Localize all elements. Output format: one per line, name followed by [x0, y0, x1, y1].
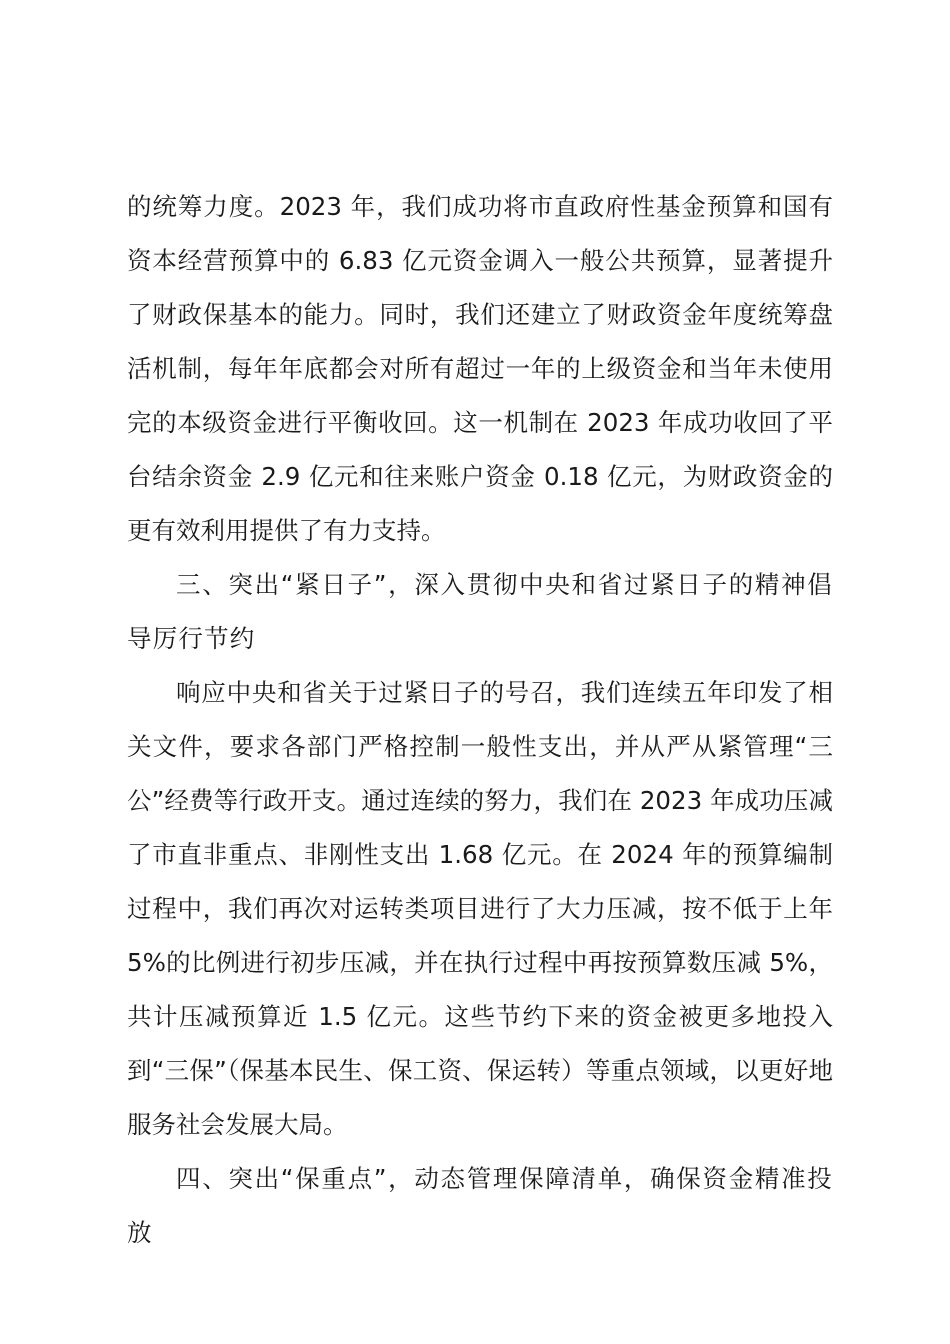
section-heading-tight-budget: 三、突出“紧日子”，深入贯彻中央和省过紧日子的精神倡导厉行节约 — [127, 570, 833, 653]
paragraph-tight-budget: 响应中央和省关于过紧日子的号召，我们连续五年印发了相关文件，要求各部门严格控制一般性支出，并从严从紧管理“三公”经费等行政开支。通过连续的努力，我们在 2023 年成功压减了市直非重点、非刚性支出 1.68 亿元。在 2024 年的预算编制过程中，我们再次对运转类项目进行了大力压减，按不低于上年 5%的比例进行初步压减，并在执行过程中再按预算数压减 5%，共计压减预算近 1.5 亿元。这些节约下来的资金被更多地投入到“三保”（保基本民生、保工资、保运转）等重点领域，以更好地服务社会发展大局。 — [127, 678, 833, 1139]
paragraph-fiscal-coordination: 的统筹力度。2023 年，我们成功将市直政府性基金预算和国有资本经营预算中的 6.83 亿元资金调入一般公共预算，显著提升了财政保基本的能力。同时，我们还建立了财政资金年度统筹盘活机制，每年年底都会对所有超过一年的上级资金和当年未使用完的本级资金进行平衡收回。这一机制在 2023 年成功收回了平台结余资金 2.9 亿元和往来账户资金 0.18 亿元，为财政资金的更有效利用提供了有力支持。 — [127, 192, 833, 545]
section-heading-key-priorities: 四、突出“保重点”，动态管理保障清单，确保资金精准投放 — [127, 1164, 833, 1247]
document-body — [127, 180, 833, 1260]
